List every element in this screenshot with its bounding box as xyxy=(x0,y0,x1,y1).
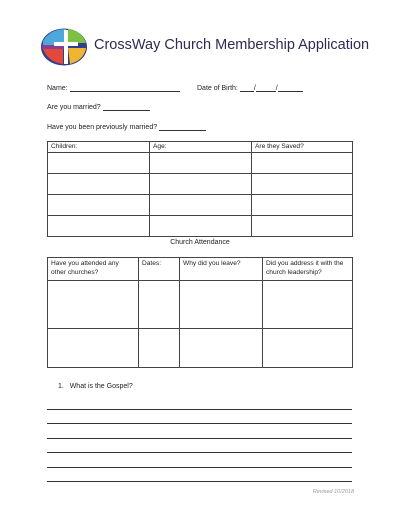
name-label: Name: xyxy=(47,85,68,92)
table-cell[interactable] xyxy=(48,195,150,216)
cross-horizontal-icon xyxy=(54,42,78,46)
table-cell[interactable] xyxy=(48,153,150,174)
column-header: Did you address it with the church leadership? xyxy=(263,258,353,281)
church-attendance-table xyxy=(47,257,353,368)
table-cell[interactable] xyxy=(180,281,263,329)
table-cell[interactable] xyxy=(48,174,150,195)
question-gospel xyxy=(58,383,133,390)
children-table xyxy=(47,141,353,237)
table-cell[interactable] xyxy=(252,174,353,195)
married-field[interactable] xyxy=(47,103,150,111)
name-field[interactable] xyxy=(47,84,180,92)
table-cell[interactable] xyxy=(263,329,353,368)
table-header-row xyxy=(48,142,353,153)
table-row xyxy=(48,153,353,174)
married-blank[interactable] xyxy=(103,103,150,111)
column-header: Have you attended any other churches? xyxy=(48,258,139,281)
table-cell[interactable] xyxy=(150,216,252,237)
dob-day-blank[interactable] xyxy=(253,84,276,92)
previously-married-label: Have you been previously married? xyxy=(47,124,158,131)
table-cell[interactable] xyxy=(139,281,180,329)
table-cell[interactable] xyxy=(252,153,353,174)
table-cell[interactable] xyxy=(252,195,353,216)
answer-line[interactable] xyxy=(47,423,352,424)
dob-separator: / xyxy=(253,85,256,92)
church-logo xyxy=(40,27,88,67)
table-cell[interactable] xyxy=(48,329,139,368)
table-cell[interactable] xyxy=(263,281,353,329)
table-row xyxy=(48,281,353,329)
answer-line[interactable] xyxy=(47,452,352,453)
dob-year-blank[interactable] xyxy=(275,84,303,92)
column-header: Why did you leave? xyxy=(180,258,263,281)
previously-married-blank[interactable] xyxy=(159,123,206,131)
column-header: Age: xyxy=(150,142,252,153)
table-cell[interactable] xyxy=(150,195,252,216)
answer-line[interactable] xyxy=(47,438,352,439)
table-header-row xyxy=(48,258,353,281)
revision-note: Revised 10/2018 xyxy=(312,489,354,495)
page-title: CrossWay Church Membership Application xyxy=(94,37,370,53)
table-row xyxy=(48,329,353,368)
table-cell[interactable] xyxy=(48,216,150,237)
logo-green-segment xyxy=(68,29,86,43)
table-row xyxy=(48,216,353,237)
dob-separator: / xyxy=(275,85,278,92)
column-header: Children: xyxy=(48,142,150,153)
table-cell[interactable] xyxy=(48,281,139,329)
table-cell[interactable] xyxy=(150,174,252,195)
table-cell[interactable] xyxy=(252,216,353,237)
dob-month-blank[interactable] xyxy=(240,84,254,92)
married-label: Are you married? xyxy=(47,104,101,111)
table-cell[interactable] xyxy=(150,153,252,174)
answer-line[interactable] xyxy=(47,481,352,482)
answer-line[interactable] xyxy=(47,409,352,410)
table-cell[interactable] xyxy=(180,329,263,368)
table-row xyxy=(48,174,353,195)
answer-line[interactable] xyxy=(47,467,352,468)
previously-married-field[interactable] xyxy=(47,123,206,131)
table-cell[interactable] xyxy=(139,329,180,368)
question-text: What is the Gospel? xyxy=(69,383,133,390)
cross-vertical-icon xyxy=(64,30,68,64)
table-row xyxy=(48,195,353,216)
dob-label: Date of Birth: xyxy=(197,85,238,92)
name-blank[interactable] xyxy=(70,84,180,92)
column-header: Dates: xyxy=(139,258,180,281)
question-number: 1. xyxy=(58,383,64,390)
section-title: Church Attendance xyxy=(170,239,230,246)
column-header: Are they Saved? xyxy=(252,142,353,153)
dob-field[interactable] xyxy=(197,84,303,92)
